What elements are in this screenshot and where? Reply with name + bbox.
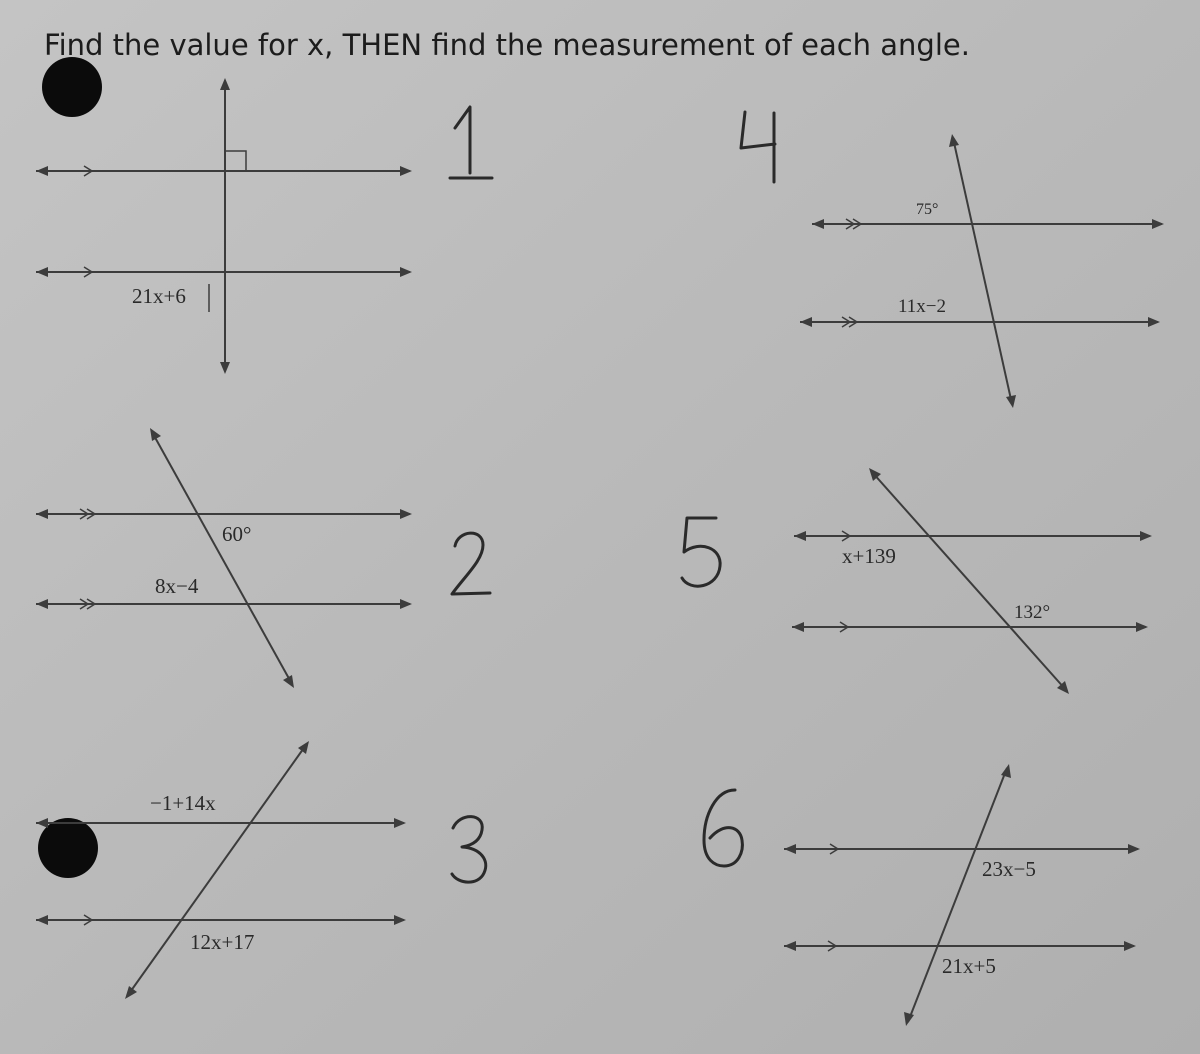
angle-label: 75° xyxy=(916,201,939,218)
angle-label: 23x−5 xyxy=(982,857,1036,881)
angle-label: 21x+5 xyxy=(942,954,996,978)
angle-label: 132° xyxy=(1014,602,1051,623)
angle-label: 12x+17 xyxy=(190,930,255,954)
instructions-text: Find the value for x, THEN find the measurement of each angle. xyxy=(44,28,970,62)
angle-label: 60° xyxy=(222,522,252,546)
angle-label: −1+14x xyxy=(150,791,216,815)
angle-label: x+139 xyxy=(842,544,896,568)
angle-label: 8x−4 xyxy=(155,574,199,598)
angle-label: 11x−2 xyxy=(898,296,947,317)
angle-label: 21x+6 xyxy=(132,284,186,308)
binder-hole-top xyxy=(42,57,102,117)
